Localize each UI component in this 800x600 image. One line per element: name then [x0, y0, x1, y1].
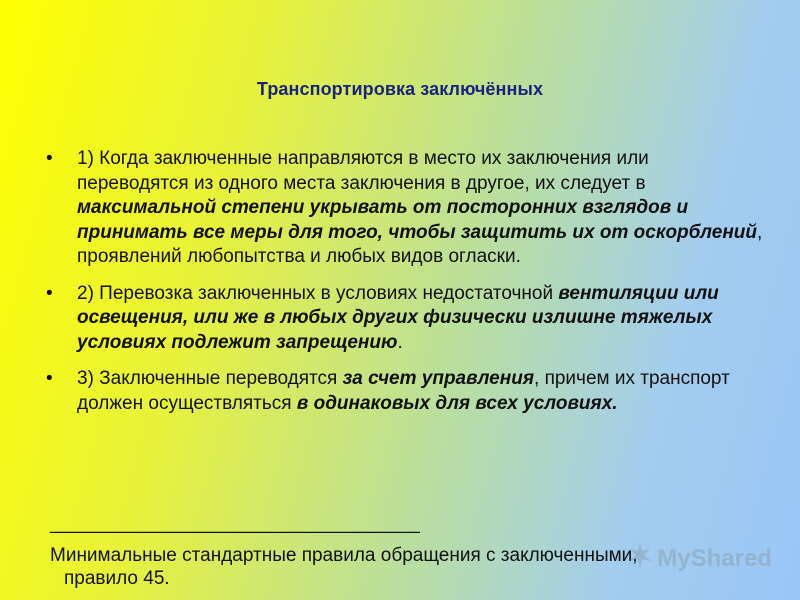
bullet-text-normal: 3) Заключенные переводятся: [77, 368, 343, 389]
bullet-text-emphasis: за счет управления: [342, 368, 535, 389]
bullet-text-emphasis: максимальной степени укрывать от посторонних взглядов и принимать все меры для того, чтобы защитить их от оскорблений: [77, 197, 758, 243]
bullet-text-emphasis: в одинаковых для всех условиях.: [296, 392, 618, 414]
bullet-text-normal: , проявлений любопытства и любых видов огласки.: [77, 221, 763, 267]
bullet-marker: •: [46, 148, 53, 169]
footnote-line: правило 45.: [64, 568, 170, 589]
bullet-text-normal: 1) Когда заключенные направляются в место их заключения или переводятся из одного места заключения в другое, их следует в: [77, 148, 649, 194]
slide-title: Транспортировка заключённых: [256, 79, 544, 99]
footnote-line: Минимальные стандартные правила обращения с заключенными,: [50, 545, 638, 566]
bullet-text-normal: 2) Перевозка заключенных в условиях недостаточной: [77, 282, 559, 304]
bullet-list: [45, 147, 765, 428]
bullet-marker: •: [46, 368, 53, 389]
footnote-separator: ___________________________________: [50, 513, 420, 534]
bullet-text-emphasis: вентиляции или освещения, или же в любых других физически излишне тяжелых условиях подлежит запрещению: [77, 282, 719, 353]
watermark-text: MyShared: [657, 544, 772, 572]
bullet-item: [45, 367, 765, 416]
bullet-text-normal: .: [397, 331, 403, 353]
bullet-marker: •: [46, 282, 53, 304]
watermark: [627, 541, 772, 576]
myshared-logo-icon: [627, 541, 653, 576]
bullet-text-normal: , причем их транспорт должен осуществляться: [77, 368, 730, 414]
bullet-item: [45, 147, 765, 270]
bullet-item: [45, 282, 765, 356]
